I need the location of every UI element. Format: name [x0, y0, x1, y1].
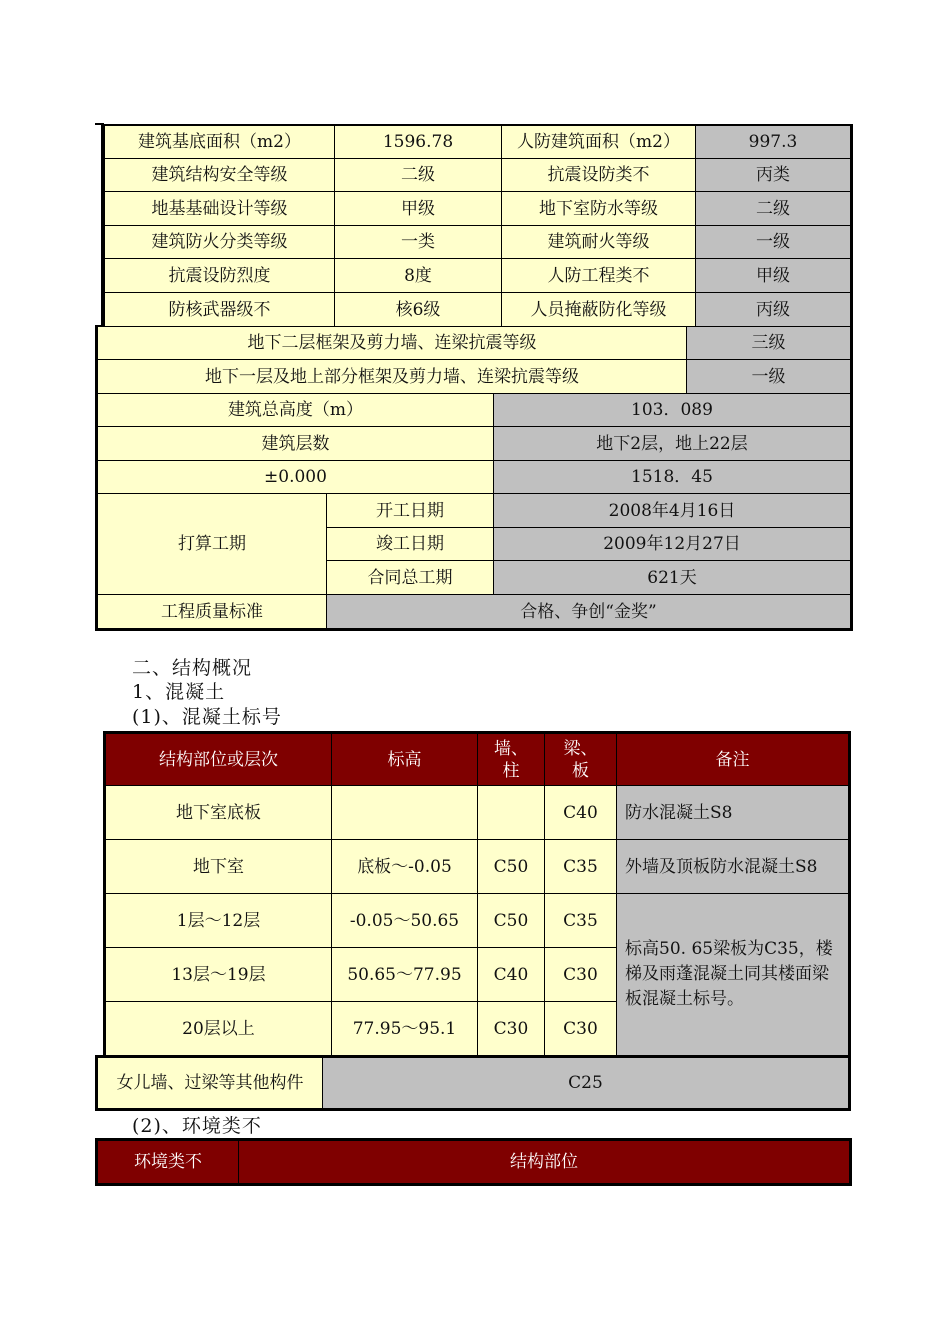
seismic-basement1-value: 一级	[686, 359, 851, 394]
quality-value: 合格、争创“金奖”	[326, 594, 851, 629]
cell-value: 二级	[695, 191, 851, 226]
row-wall-column: C50	[477, 839, 545, 894]
row-elevation: 底板～-0.05	[331, 839, 478, 894]
corner-mark	[95, 123, 104, 125]
cell-label: 地基基础设计等级	[104, 191, 335, 226]
row-beam-slab: C40	[544, 785, 617, 840]
section-heading: 二、结构概况	[132, 657, 253, 679]
quality-label: 工程质量标准	[97, 594, 327, 629]
row-wall-column: C30	[477, 1001, 545, 1056]
subsection-heading: 1、混凝土	[132, 681, 226, 703]
cell-value: 丙类	[695, 158, 851, 192]
row-elevation: 50.65～77.95	[331, 947, 478, 1002]
cell-label: 人防工程类不	[501, 258, 696, 293]
row-remark: 防水混凝土S8	[616, 785, 849, 840]
row-part: 地下室底板	[105, 785, 332, 840]
total-height-label: 建筑总高度（m）	[97, 393, 494, 427]
cell-value: 一类	[334, 225, 502, 259]
header-structure-location: 结构部位	[238, 1140, 850, 1184]
elevation-value: 1518．45	[493, 460, 851, 494]
row-part: 13层～19层	[105, 947, 332, 1002]
row-part: 20层以上	[105, 1001, 332, 1056]
header-environment-class: 环境类不	[97, 1140, 239, 1184]
cell-label: 地下室防水等级	[501, 191, 696, 226]
cell-value: 997.3	[695, 125, 851, 159]
row-part: 地下室	[105, 839, 332, 894]
cell-label: 建筑防火分类等级	[104, 225, 335, 259]
row-wall-column	[477, 785, 545, 840]
schedule-label: 打算工期	[97, 493, 327, 595]
cell-label: 建筑耐火等级	[501, 225, 696, 259]
row-elevation: 77.95～95.1	[331, 1001, 478, 1056]
merged-remark: 标高50. 65梁板为C35，楼梯及雨蓬混凝土同其楼面梁板混凝土标号。	[616, 893, 849, 1056]
row-beam-slab: C30	[544, 1001, 617, 1056]
row-elevation: -0.05～50.65	[331, 893, 478, 948]
cell-value: 8度	[334, 258, 502, 293]
row-beam-slab: C35	[544, 839, 617, 894]
parapet-value: C25	[322, 1057, 849, 1109]
header-remarks: 备注	[616, 733, 849, 786]
row-elevation	[331, 785, 478, 840]
environment-heading: (2)、环境类不	[132, 1115, 262, 1137]
cell-label: 防核武器级不	[104, 292, 335, 327]
header-wall-column: 墙、柱	[477, 733, 545, 786]
header-structure-part: 结构部位或层次	[105, 733, 332, 786]
row-wall-column: C40	[477, 947, 545, 1002]
cell-label: 抗震设防烈度	[104, 258, 335, 293]
contract-period-label: 合同总工期	[326, 560, 494, 595]
finish-date-label: 竣工日期	[326, 527, 494, 561]
cell-label: 人员掩蔽防化等级	[501, 292, 696, 327]
start-date-label: 开工日期	[326, 493, 494, 528]
cell-value: 甲级	[334, 191, 502, 226]
seismic-basement2-value: 三级	[686, 326, 851, 360]
contract-period-value: 621天	[493, 560, 851, 595]
cell-label: 人防建筑面积（m2）	[501, 125, 696, 159]
total-height-value: 103．089	[493, 393, 851, 427]
cell-value: 一级	[695, 225, 851, 259]
elevation-label: ±0.000	[97, 460, 494, 494]
cell-value: 甲级	[695, 258, 851, 293]
seismic-basement1-label: 地下一层及地上部分框架及剪力墙、连梁抗震等级	[97, 359, 687, 394]
start-date-value: 2008年4月16日	[493, 493, 851, 528]
row-remark: 外墙及顶板防水混凝土S8	[616, 839, 849, 894]
row-wall-column: C50	[477, 893, 545, 948]
floors-value: 地下2层，地上22层	[493, 426, 851, 461]
row-part: 1层～12层	[105, 893, 332, 948]
parapet-label: 女儿墙、过梁等其他构件	[97, 1057, 323, 1109]
cell-value: 丙级	[695, 292, 851, 327]
finish-date-value: 2009年12月27日	[493, 527, 851, 561]
row-beam-slab: C30	[544, 947, 617, 1002]
cell-label: 建筑基底面积（m2）	[104, 125, 335, 159]
row-beam-slab: C35	[544, 893, 617, 948]
cell-label: 建筑结构安全等级	[104, 158, 335, 192]
cell-value: 二级	[334, 158, 502, 192]
header-beam-slab: 梁、板	[544, 733, 617, 786]
cell-value: 核6级	[334, 292, 502, 327]
cell-value: 1596.78	[334, 125, 502, 159]
floors-label: 建筑层数	[97, 426, 494, 461]
subsubsection-heading: (1)、混凝土标号	[132, 706, 282, 728]
header-elevation: 标高	[331, 733, 478, 786]
seismic-basement2-label: 地下二层框架及剪力墙、连梁抗震等级	[97, 326, 687, 360]
cell-label: 抗震设防类不	[501, 158, 696, 192]
